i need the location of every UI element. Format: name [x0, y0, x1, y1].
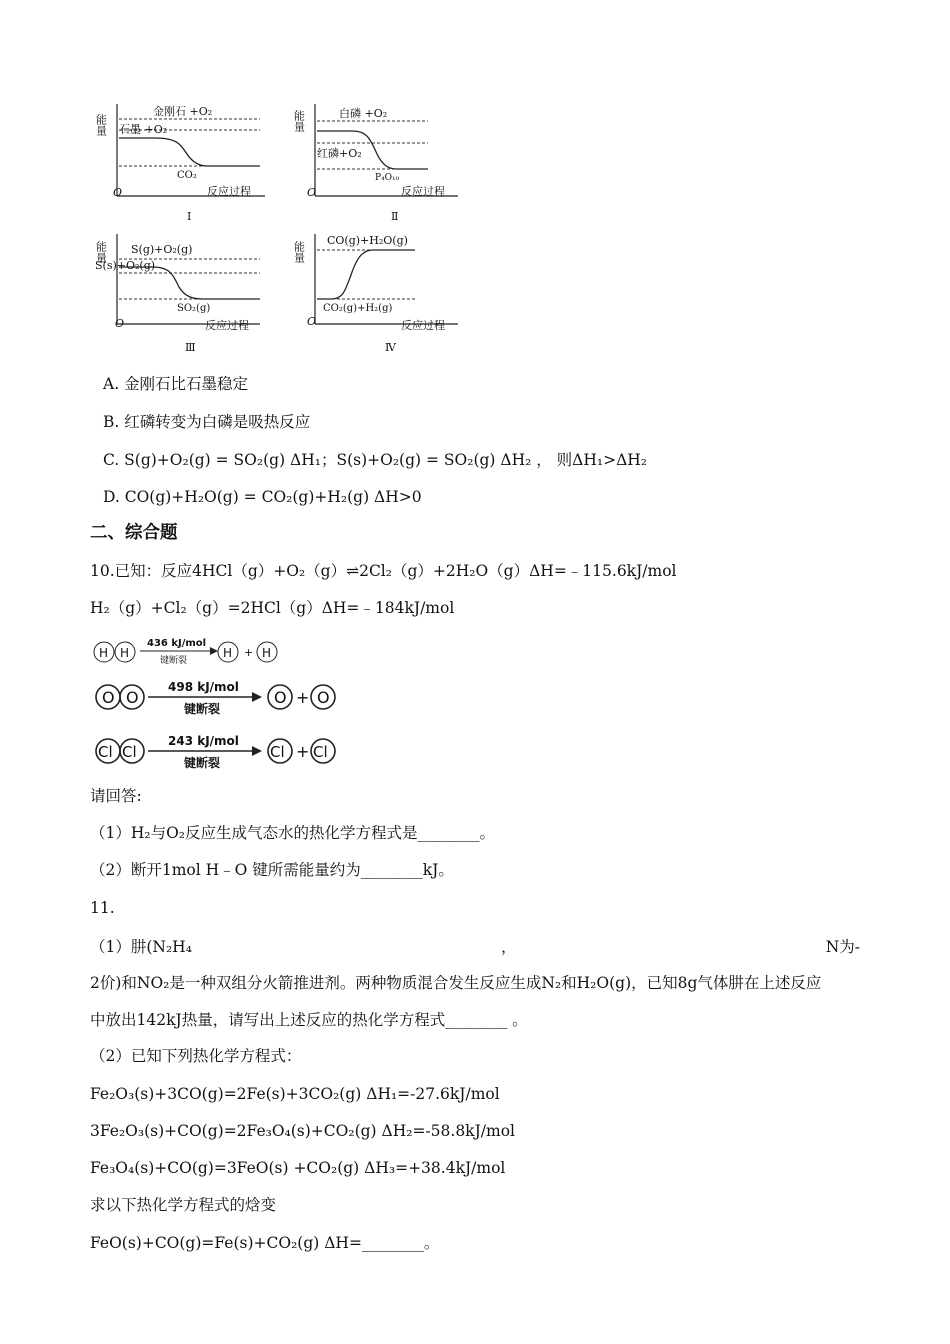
- q11-sub1-line3: 中放出142kJ热量，请写出上述反应的热化学方程式________ 。: [90, 1011, 528, 1029]
- origin-label: O: [307, 315, 317, 328]
- origin-label: O: [113, 186, 123, 199]
- section-title: 二、综合题: [90, 523, 178, 543]
- origin-label: O: [307, 186, 317, 199]
- q11-sub1-part-c: N为-: [825, 938, 860, 956]
- q10-sub1: （1）H₂与O₂反应生成气态水的热化学方程式是________。: [90, 824, 496, 842]
- axis-y-label: 能量: [95, 241, 108, 263]
- figure-label: Ⅱ: [391, 210, 399, 223]
- option-a: A. 金刚石比石墨稳定: [103, 375, 249, 393]
- option-c: C. S(g)+O₂(g) = SO₂(g) ΔH₁；S(s)+O₂(g) = SO₂(g) ΔH₂ ， 则ΔH₁>ΔH₂: [103, 451, 647, 469]
- q10-sub2: （2）断开1mol H﹣O 键所需能量约为________kJ。: [90, 861, 454, 879]
- atom-label: H: [262, 646, 272, 660]
- energy-diagram-3: [95, 229, 270, 363]
- figure-label: Ⅳ: [385, 341, 396, 354]
- plus-sign: +: [296, 688, 310, 707]
- bond-o-diagram: [92, 679, 352, 723]
- q10-line1: 10.已知：反应4HCl（g）+O₂（g）⇌2Cl₂（g）+2H₂O（g）ΔH=﹣115.6kJ/mol: [90, 562, 677, 580]
- level-mid-label: S(s)+O₂(g): [95, 259, 156, 272]
- atom-label: O: [274, 688, 287, 707]
- level-top-label: S(g)+O₂(g): [131, 243, 193, 256]
- axis-x-label: 反应过程: [401, 319, 445, 332]
- q10-prompt: 请回答:: [90, 787, 142, 805]
- axis-x-label: 反应过程: [205, 319, 249, 332]
- atom-label: H: [120, 646, 130, 660]
- q11-eq3: Fe₃O₄(s)+CO(g)=3FeO(s) +CO₂(g) ΔH₃=+38.4kJ/mol: [90, 1159, 506, 1177]
- energy-diagram-4: [293, 229, 468, 363]
- level-top-label: 金刚石 +O₂: [153, 105, 213, 118]
- q11-sub2: （2）已知下列热化学方程式：: [90, 1047, 302, 1065]
- atom-label: O: [102, 688, 115, 707]
- bond-cl-diagram: [92, 733, 352, 777]
- level-bottom-label: P₄O₁₀: [375, 173, 400, 183]
- atom-label: Cl: [313, 743, 328, 761]
- q11-eq2: 3Fe₂O₃(s)+CO(g)=2Fe₃O₄(s)+CO₂(g) ΔH₂=-58.8kJ/mol: [90, 1122, 515, 1140]
- bond-caption: 键断裂: [184, 756, 221, 770]
- bond-energy: 498 kJ/mol: [168, 680, 239, 694]
- energy-diagram-1: [95, 96, 270, 230]
- atom-label: O: [317, 688, 330, 707]
- bond-energy: 436 kJ/mol: [147, 638, 207, 649]
- q11-target: FeO(s)+CO(g)=Fe(s)+CO₂(g) ΔH=________。: [90, 1234, 440, 1252]
- atom-label: H: [223, 646, 233, 660]
- bond-caption: 键断裂: [160, 656, 188, 666]
- atom-label: Cl: [270, 743, 285, 761]
- plus-sign: +: [244, 646, 254, 659]
- figure-label: Ⅲ: [185, 341, 196, 354]
- level-bottom-label: CO₂(g)+H₂(g): [323, 303, 393, 314]
- origin-label: O: [115, 317, 125, 330]
- level-bottom-label: CO₂: [177, 170, 197, 181]
- option-d: D. CO(g)+H₂O(g) = CO₂(g)+H₂(g) ΔH>0: [103, 488, 422, 506]
- bond-caption: 键断裂: [184, 702, 221, 716]
- q11-sub1-line2: 2价)和NO₂是一种双组分火箭推进剂。两种物质混合发生反应生成N₂和H₂O(g)，已知8g气体肼在上述反应: [90, 974, 822, 992]
- q11-sub1-part-b: ，: [501, 938, 517, 956]
- atom-label: Cl: [98, 743, 113, 761]
- level-mid-label: 石墨 +O₂: [119, 123, 168, 136]
- bond-energy: 243 kJ/mol: [168, 734, 239, 748]
- q11-number: 11.: [90, 899, 115, 917]
- level-bottom-label: SO₂(g): [177, 303, 211, 314]
- atom-label: H: [99, 646, 109, 660]
- option-b: B. 红磷转变为白磷是吸热反应: [103, 413, 311, 431]
- level-top-label: CO(g)+H₂O(g): [327, 234, 408, 247]
- plus-sign: +: [296, 742, 310, 761]
- q11-ask: 求以下热化学方程式的焓变: [90, 1196, 277, 1214]
- figure-label: Ⅰ: [187, 210, 192, 223]
- atom-label: Cl: [122, 743, 137, 761]
- energy-diagram-2: [293, 96, 468, 230]
- axis-y-label: 能量: [293, 110, 306, 132]
- axis-y-label: 能量: [293, 241, 306, 263]
- q11-sub1-part-a: （1）肼(N₂H₄: [90, 938, 192, 956]
- level-mid-label: 红磷+O₂: [317, 147, 362, 160]
- axis-x-label: 反应过程: [207, 185, 251, 198]
- level-top-label: 白磷 +O₂: [339, 107, 388, 120]
- q11-sub1-line1: [90, 935, 860, 957]
- atom-label: O: [126, 688, 139, 707]
- q10-line2: H₂（g）+Cl₂（g）=2HCl（g）ΔH=﹣184kJ/mol: [90, 599, 455, 617]
- axis-x-label: 反应过程: [401, 185, 445, 198]
- bond-h-diagram: [92, 634, 292, 672]
- axis-y-label: 能量: [95, 114, 108, 136]
- q11-eq1: Fe₂O₃(s)+3CO(g)=2Fe(s)+3CO₂(g) ΔH₁=-27.6kJ/mol: [90, 1085, 500, 1103]
